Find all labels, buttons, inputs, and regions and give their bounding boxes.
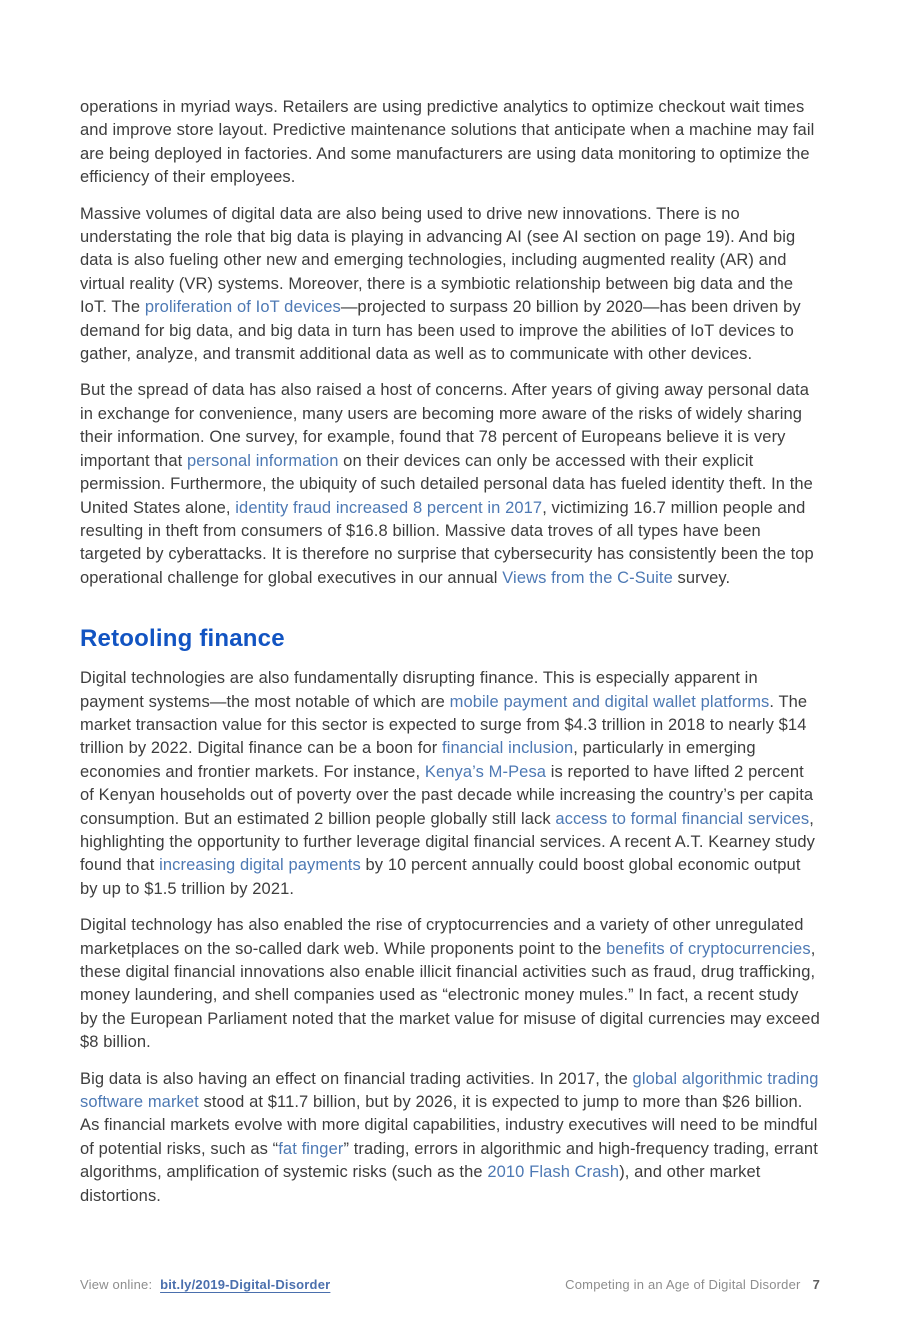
paragraph: Digital technologies are also fundamentally disrupting finance. This is especially apparent in payment systems—the most notable of which are mobile payment and digital wallet platforms. The market transaction value for this sector is expected to surge from $4.3 trillion in 2018 to nearly $14 trillion by 2022. Digital finance can be a boon for financial inclusion, particularly in emerging economies and frontier markets. For instance, Kenya’s M-Pesa is reported to have lifted 2 percent of Kenyan households out of poverty over the past decade while increasing the country’s per capita consumption. But an estimated 2 billion people globally still lack access to formal financial services, highlighting the opportunity to further leverage digital financial services. A recent A.T. Kearney study found that increasing digital payments by 10 percent annually could boost global economic output by up to $1.5 trillion by 2021. (80, 669, 815, 898)
paragraph: Massive volumes of digital data are also being used to drive new innovations. There is no understating the role that big data is playing in advancing AI (see AI section on page 19). And big data is also fueling other new and emerging technologies, including augmented reality (AR) and virtual reality (VR) systems. Moreover, there is a symbiotic relationship between big data and the IoT. The proliferation of IoT devices—projected to surpass 20 billion by 2020—has been driven by demand for big data, and big data in turn has been used to improve the abilities of IoT devices to gather, analyze, and transmit additional data as well as to communicate with other devices. (80, 204, 801, 364)
paragraph: operations in myriad ways. Retailers are using predictive analytics to optimize checkout wait times and improve store layout. Predictive maintenance solutions that anticipate when a machine may fail are being deployed in factories. And some manufacturers are using data monitoring to optimize the efficiency of their employees. (80, 98, 815, 187)
paragraph: Big data is also having an effect on financial trading activities. In 2017, the global algorithmic trading software market stood at $11.7 billion, but by 2026, it is expected to jump to more than $26 billion. As financial markets evolve with more digital capabilities, industry executives will need to be mindful of potential risks, such as “fat finger” trading, errors in algorithmic and high-frequency trading, errant algorithms, amplification of systemic risks (such as the 2010 Flash Crash), and other market distortions. (80, 1069, 819, 1205)
inline-link[interactable]: Views from the C-Suite (502, 568, 673, 587)
document-body (80, 96, 820, 1221)
inline-link[interactable]: mobile payment and digital wallet platforms (449, 692, 770, 711)
inline-link[interactable]: fat finger (278, 1139, 344, 1158)
paragraph: But the spread of data has also raised a host of concerns. After years of giving away personal data in exchange for convenience, many users are becoming more aware of the risks of widely sharing their information. One survey, for example, found that 78 percent of Europeans believe it is very important that personal information on their devices can only be accessed with their explicit permission. Furthermore, the ubiquity of such detailed personal data has fueled identity theft. In the United States alone, identity fraud increased 8 percent in 2017, victimizing 16.7 million people and resulting in theft from consumers of $16.8 billion. Massive data troves of all types have been targeted by cyberattacks. It is therefore no surprise that cybersecurity has consistently been the top operational challenge for global executives in our annual Views from the C-Suite survey. (80, 381, 814, 587)
inline-link[interactable]: increasing digital payments (159, 856, 361, 875)
inline-link[interactable]: global algorithmic trading software market (80, 1069, 819, 1112)
footer-doc-info (565, 1277, 820, 1292)
document-title: Competing in an Age of Digital Disorder (565, 1277, 801, 1292)
view-online-label: View online: (80, 1277, 153, 1292)
paragraph: Digital technology has also enabled the rise of cryptocurrencies and a variety of other unregulated marketplaces on the so-called dark web. While proponents point to the benefits of cryptocurrencies, these digital financial innovations also enable illicit financial activities such as fraud, drug trafficking, money laundering, and shell companies used as “electronic money mules.” In fact, a recent study by the European Parliament noted that the market value for misuse of digital currencies may exceed $8 billion. (80, 916, 820, 1052)
inline-link[interactable]: proliferation of IoT devices (144, 298, 341, 317)
view-online-link[interactable]: bit.ly/2019-Digital-Disorder (160, 1277, 331, 1292)
footer-view-online (80, 1277, 330, 1292)
inline-link[interactable]: 2010 Flash Crash (487, 1163, 620, 1182)
section-heading: Retooling finance (80, 625, 285, 653)
inline-link[interactable]: financial inclusion (442, 739, 574, 758)
inline-link[interactable]: identity fraud increased 8 percent in 2017 (235, 498, 543, 517)
inline-link[interactable]: personal information (186, 451, 339, 470)
inline-link[interactable]: access to formal financial services (555, 809, 810, 828)
inline-link[interactable]: Kenya’s M-Pesa (424, 762, 547, 781)
page-footer (80, 1277, 820, 1292)
inline-link[interactable]: benefits of cryptocurrencies (606, 939, 811, 958)
page-number: 7 (812, 1277, 820, 1292)
